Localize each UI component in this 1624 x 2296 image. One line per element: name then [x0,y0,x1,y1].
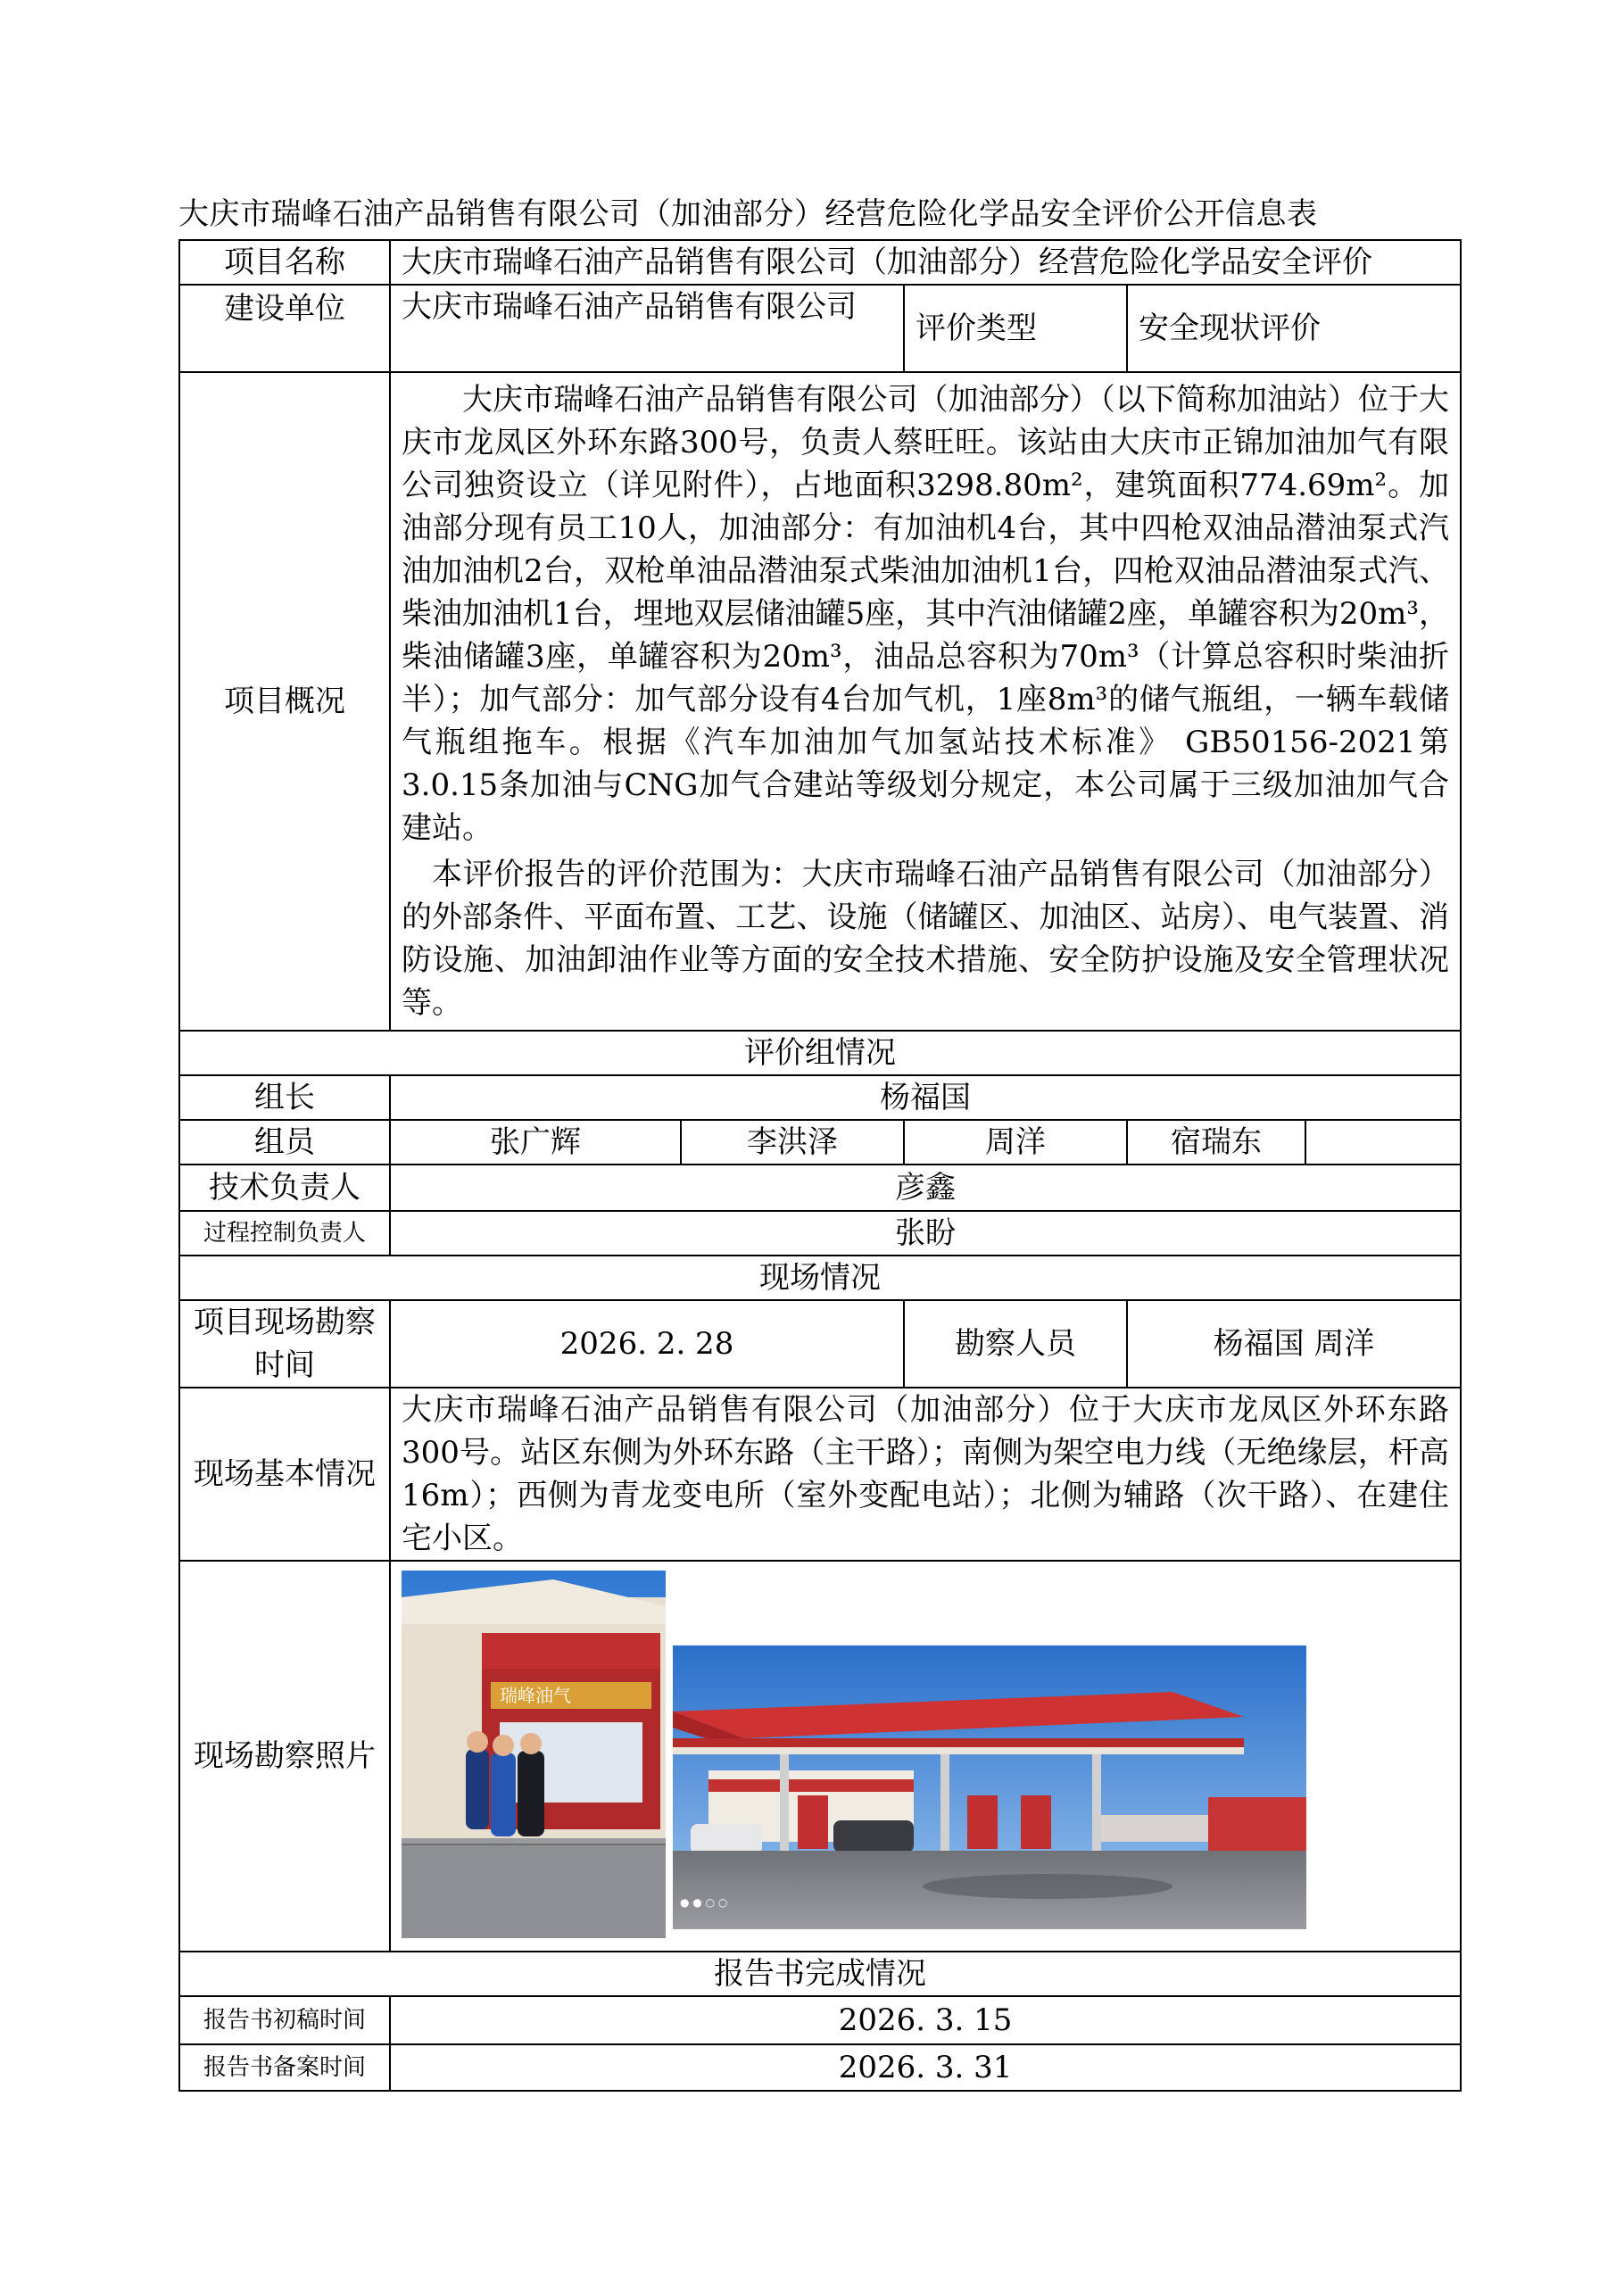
site-photo-staff [402,1571,666,1938]
site-photos [391,1562,1460,1951]
builder-label: 建设单位 [179,285,390,372]
team-members-label: 组员 [179,1120,390,1165]
survey-time-value: 2026. 2. 28 [390,1300,904,1388]
process-lead-label: 过程控制负责人 [179,1211,390,1256]
project-name-label: 项目名称 [179,240,390,285]
tech-lead-value: 彦鑫 [390,1165,1461,1211]
page-title: 大庆市瑞峰石油产品销售有限公司（加油部分）经营危险化学品安全评价公开信息表 [178,196,1318,232]
team-member: 周洋 [904,1120,1127,1165]
site-basic-label: 现场基本情况 [179,1388,390,1561]
filing-time-label: 报告书备案时间 [179,2044,390,2091]
site-photos-label: 现场勘察照片 [179,1561,390,1952]
surveyors-value: 杨福国 周洋 [1127,1300,1461,1388]
team-section-header: 评价组情况 [179,1031,1461,1075]
team-leader-value: 杨福国 [390,1075,1461,1120]
team-member [1305,1120,1461,1165]
builder-value: 大庆市瑞峰石油产品销售有限公司 [390,285,904,372]
overview-label: 项目概况 [179,372,390,1031]
draft-time-label: 报告书初稿时间 [179,1996,390,2044]
team-member: 李洪泽 [681,1120,904,1165]
team-member: 张广辉 [390,1120,681,1165]
report-section-header: 报告书完成情况 [179,1952,1461,1996]
site-photo-station: ● ● ○ ○ [673,1645,1306,1929]
overview-paragraph-1: 大庆市瑞峰石油产品销售有限公司（加油部分）（以下简称加油站）位于大庆市龙凤区外环东路300号，负责人蔡旺旺。该站由大庆市正锦加油加气有限公司独资设立（详见附件），占地面积3298.80m²，建筑面积774.69m²。加油部分现有员工10人，加油部分：有加油机4台，其中四枪双油品潜油泵式汽油加油机2台，双枪单油品潜油泵式柴油加油机1台，四枪双油品潜油泵式汽、柴油加油机1台，埋地双层储油罐5座，其中汽油储罐2座，单罐容积为20m³，柴油储罐3座，单罐容积为20m³，油品总容积为70m³（计算总容积时柴油折半）；加气部分：加气部分设有4台加气机，1座8m³的储气瓶组，一辆车载储气瓶组拖车。根据《汽车加油加气加氢站技术标准》 GB50156-2021第3.0.15条加油与CNG加气合建站等级划分规定，本公司属于三级加油加气合建站。 [402,382,1450,846]
team-leader-label: 组长 [179,1075,390,1120]
team-member: 宿瑞东 [1127,1120,1305,1165]
survey-time-label: 项目现场勘察时间 [179,1300,390,1388]
overview-paragraph-2: 本评价报告的评价范围为：大庆市瑞峰石油产品销售有限公司（加油部分）的外部条件、平面布置、工艺、设施（储罐区、加油区、站房）、电气装置、消防设施、加油卸油作业等方面的安全技术措施、安全防护设施及安全管理状况等。 [402,857,1450,1021]
project-name-value: 大庆市瑞峰石油产品销售有限公司（加油部分）经营危险化学品安全评价 [390,240,1461,285]
tech-lead-label: 技术负责人 [179,1165,390,1211]
site-section-header: 现场情况 [179,1256,1461,1300]
process-lead-value: 张盼 [390,1211,1461,1256]
site-basic-value: 大庆市瑞峰石油产品销售有限公司（加油部分）位于大庆市龙凤区外环东路300号。站区东侧为外环东路（主干路）；南侧为架空电力线（无绝缘层，杆高16m）；西侧为青龙变电所（室外变配电站）；北侧为辅路（次干路）、在建住宅小区。 [390,1388,1461,1561]
eval-type-label: 评价类型 [904,285,1127,372]
eval-type-value: 安全现状评价 [1127,285,1461,372]
info-table [178,239,1462,2092]
draft-time-value: 2026. 3. 15 [390,1996,1461,2044]
surveyors-label: 勘察人员 [904,1300,1127,1388]
station-sign-text: 瑞峰油气 [500,1685,571,1706]
filing-time-value: 2026. 3. 31 [390,2044,1461,2091]
